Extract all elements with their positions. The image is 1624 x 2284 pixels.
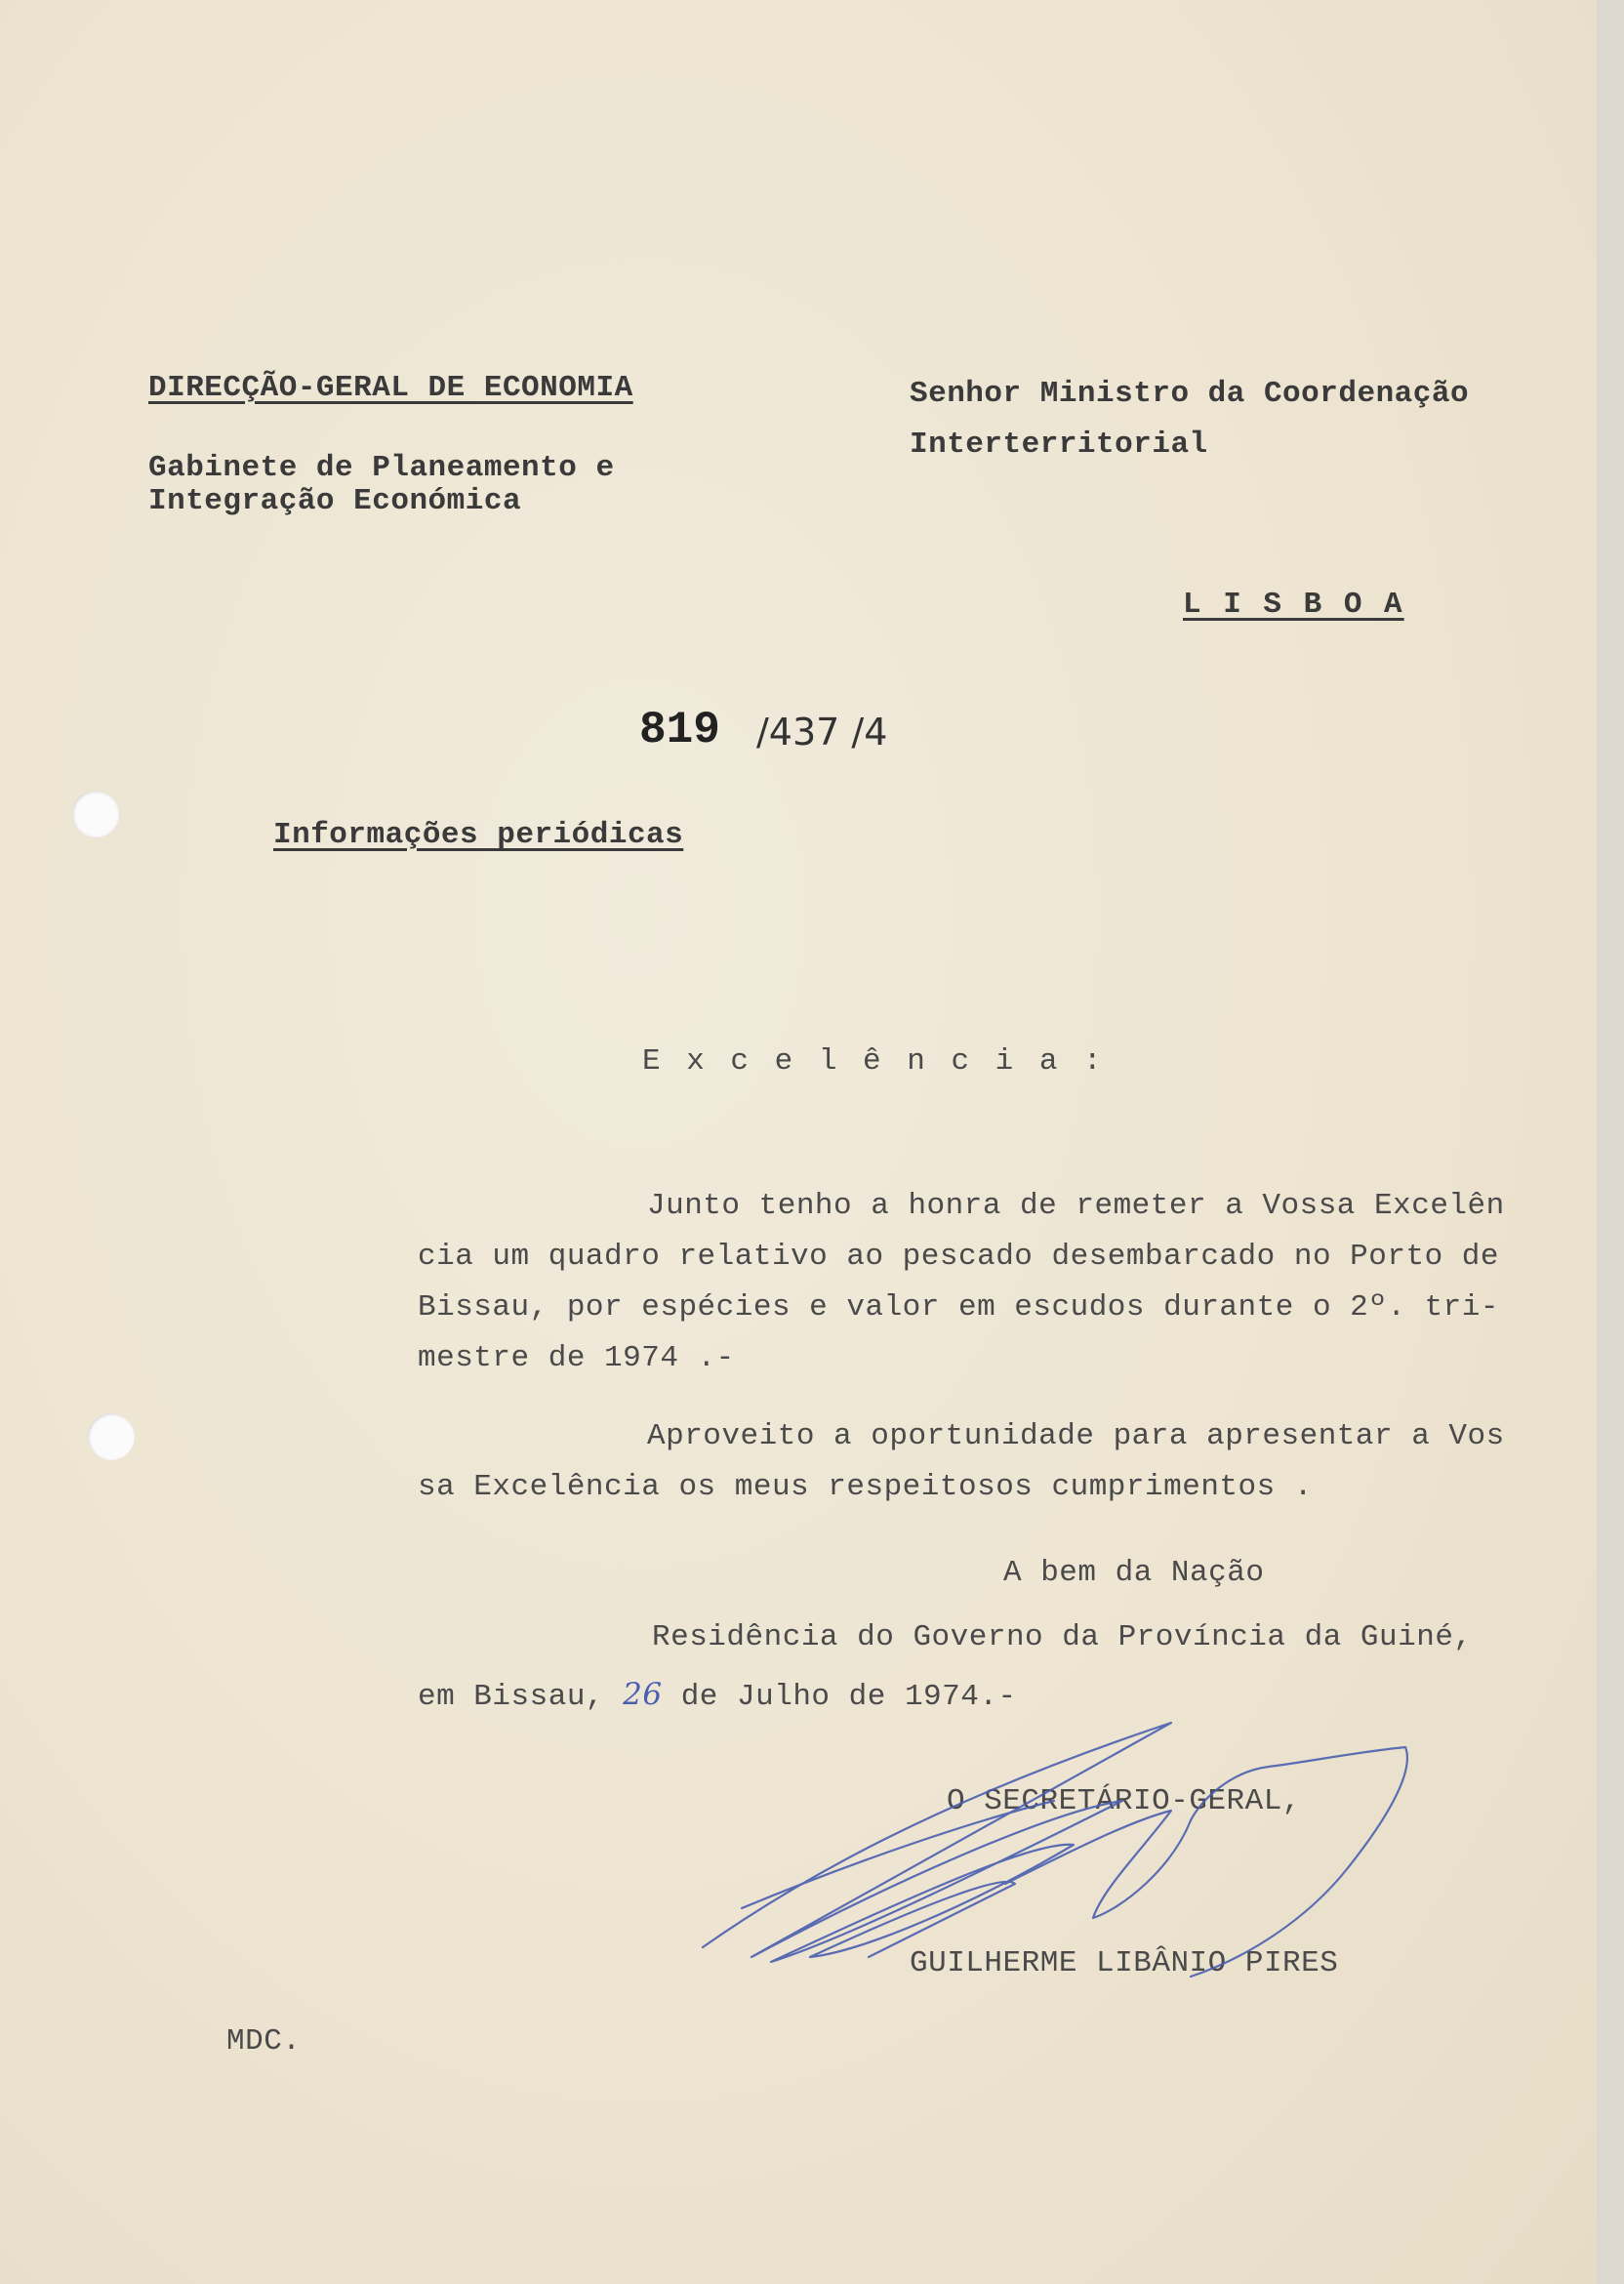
office-line-2: Integração Económica	[148, 484, 522, 518]
signatory-title: O SECRETÁRIO-GERAL,	[947, 1784, 1301, 1818]
addressee-line-1: Senhor Ministro da Coordenação	[910, 377, 1470, 411]
body-paragraph-1: Junto tenho a honra de remeter a Vossa Excelên cia um quadro relativo ao pescado desembarcado no Porto de Bissau, por espécies e valor em escudos durante o 2º. tri- mestre de 1974 .-	[418, 1189, 1505, 1375]
closing-motto: A bem da Nação	[1003, 1556, 1265, 1590]
salutation: E x c e l ê n c i a :	[642, 1044, 1106, 1079]
date-prefix: em Bissau,	[418, 1680, 605, 1714]
handwritten-signature	[683, 1713, 1444, 2025]
department-heading: DIRECÇÃO-GERAL DE ECONOMIA	[148, 371, 633, 405]
reference-number-suffix: /437 /4	[756, 711, 888, 754]
signatory-name: GUILHERME LIBÂNIO PIRES	[910, 1946, 1339, 1980]
subject-heading: Informações periódicas	[273, 818, 684, 852]
closing-date-line	[418, 1677, 1017, 1714]
scan-background-edge	[1597, 0, 1624, 2284]
date-suffix: de Julho de 1974.-	[680, 1680, 1017, 1714]
addressee-line-2: Interterritorial	[910, 428, 1208, 462]
date-day-handwritten: 26	[623, 1677, 663, 1712]
reference-number-stamp: 819	[639, 705, 720, 755]
addressee-city: L I S B O A	[1183, 588, 1404, 622]
punch-hole-bottom	[88, 1413, 135, 1460]
office-line-1: Gabinete de Planeamento e	[148, 451, 615, 485]
typist-initials: MDC.	[226, 2024, 302, 2059]
closing-place-line: Residência do Governo da Província da Guiné,	[652, 1620, 1473, 1654]
punch-hole-top	[72, 791, 119, 837]
body-paragraph-2: Aproveito a oportunidade para apresentar a Vos sa Excelência os meus respeitosos cumprimentos .	[418, 1419, 1505, 1504]
